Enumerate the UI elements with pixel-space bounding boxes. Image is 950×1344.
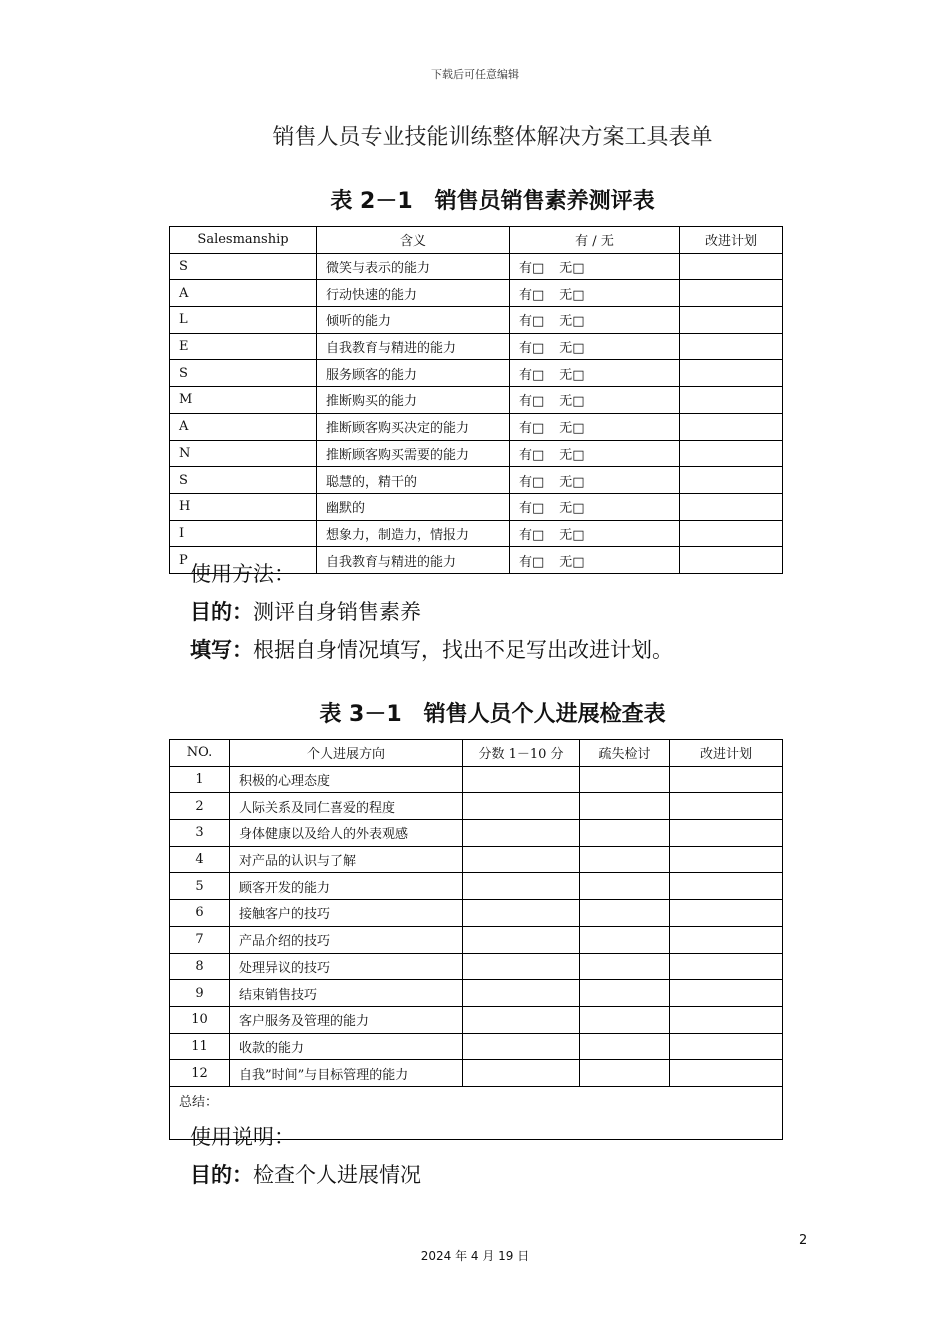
progress-item: 人际关系及同仁喜爱的程度 bbox=[230, 793, 463, 820]
progress-check-table bbox=[169, 739, 783, 1140]
table-row bbox=[170, 1006, 783, 1033]
meaning-cell: 自我教育与精进的能力 bbox=[317, 333, 510, 360]
review-cell bbox=[580, 793, 670, 820]
yes-no-cell bbox=[510, 387, 680, 414]
header-cell: NO. bbox=[170, 740, 230, 767]
yes-no-cell bbox=[510, 253, 680, 280]
improvement-plan-cell bbox=[680, 333, 783, 360]
document-title: 销售人员专业技能训练整体解决方案工具表单 bbox=[272, 125, 713, 150]
improvement-plan-cell bbox=[670, 1033, 783, 1060]
progress-item: 自我”时间”与目标管理的能力 bbox=[230, 1060, 463, 1087]
improvement-plan-cell bbox=[670, 766, 783, 793]
yes-checkbox: 有□ bbox=[519, 474, 545, 490]
table-row bbox=[170, 360, 783, 387]
improvement-plan-cell bbox=[680, 280, 783, 307]
page-number: 2 bbox=[799, 1233, 808, 1248]
yes-checkbox: 有□ bbox=[519, 394, 545, 410]
meaning-cell: 微笑与表示的能力 bbox=[317, 253, 510, 280]
no-checkbox: 无□ bbox=[559, 314, 585, 330]
salesmanship-letter: H bbox=[170, 493, 317, 520]
table-row bbox=[170, 926, 783, 953]
salesmanship-assessment-table bbox=[169, 226, 783, 574]
review-cell bbox=[580, 846, 670, 873]
row-number: 7 bbox=[170, 926, 230, 953]
progress-item: 产品介绍的技巧 bbox=[230, 926, 463, 953]
table-header-row bbox=[170, 227, 783, 254]
fill-text: 根据自身情况填写，找出不足写出改进计划。 bbox=[253, 638, 673, 662]
yes-checkbox: 有□ bbox=[519, 287, 545, 303]
salesmanship-letter: I bbox=[170, 520, 317, 547]
improvement-plan-cell bbox=[670, 793, 783, 820]
progress-item: 积极的心理态度 bbox=[230, 766, 463, 793]
improvement-plan-cell bbox=[680, 413, 783, 440]
header-note: 下载后可任意编辑 bbox=[431, 68, 519, 81]
table-row bbox=[170, 793, 783, 820]
score-cell bbox=[463, 953, 580, 980]
salesmanship-letter: L bbox=[170, 307, 317, 334]
header-cell: 改进计划 bbox=[680, 227, 783, 254]
summary-cell: 总结： bbox=[170, 1086, 783, 1139]
table-row bbox=[170, 820, 783, 847]
no-checkbox: 无□ bbox=[559, 501, 585, 517]
table-row bbox=[170, 873, 783, 900]
header-cell: 改进计划 bbox=[670, 740, 783, 767]
table2-title: 表 3－1 销售人员个人进展检查表 bbox=[319, 702, 666, 727]
usage2-purpose bbox=[190, 1159, 421, 1189]
row-number: 3 bbox=[170, 820, 230, 847]
improvement-plan-cell bbox=[670, 980, 783, 1007]
improvement-plan-cell bbox=[680, 253, 783, 280]
score-cell bbox=[463, 820, 580, 847]
meaning-cell: 推断顾客购买需要的能力 bbox=[317, 440, 510, 467]
meaning-cell: 倾听的能力 bbox=[317, 307, 510, 334]
progress-item: 收款的能力 bbox=[230, 1033, 463, 1060]
review-cell bbox=[580, 1033, 670, 1060]
row-number: 4 bbox=[170, 846, 230, 873]
yes-checkbox: 有□ bbox=[519, 554, 545, 570]
improvement-plan-cell bbox=[670, 820, 783, 847]
row-number: 8 bbox=[170, 953, 230, 980]
improvement-plan-cell bbox=[670, 1006, 783, 1033]
yes-no-cell bbox=[510, 280, 680, 307]
no-checkbox: 无□ bbox=[559, 474, 585, 490]
table-row bbox=[170, 1060, 783, 1087]
table-row bbox=[170, 846, 783, 873]
review-cell bbox=[580, 766, 670, 793]
table-row bbox=[170, 413, 783, 440]
yes-no-cell bbox=[510, 360, 680, 387]
score-cell bbox=[463, 873, 580, 900]
salesmanship-letter: S bbox=[170, 253, 317, 280]
improvement-plan-cell bbox=[680, 387, 783, 414]
salesmanship-letter: A bbox=[170, 413, 317, 440]
progress-item: 身体健康以及给人的外表观感 bbox=[230, 820, 463, 847]
meaning-cell: 聪慧的，精干的 bbox=[317, 467, 510, 494]
row-number: 9 bbox=[170, 980, 230, 1007]
score-cell bbox=[463, 926, 580, 953]
yes-checkbox: 有□ bbox=[519, 314, 545, 330]
meaning-cell: 想象力，制造力，情报力 bbox=[317, 520, 510, 547]
table-row bbox=[170, 307, 783, 334]
score-cell bbox=[463, 1006, 580, 1033]
review-cell bbox=[580, 926, 670, 953]
no-checkbox: 无□ bbox=[559, 527, 585, 543]
table-row bbox=[170, 333, 783, 360]
table-row bbox=[170, 980, 783, 1007]
header-cell: 有 / 无 bbox=[510, 227, 680, 254]
no-checkbox: 无□ bbox=[559, 261, 585, 277]
score-cell bbox=[463, 793, 580, 820]
purpose-text: 检查个人进展情况 bbox=[253, 1163, 421, 1187]
score-cell bbox=[463, 766, 580, 793]
table-row bbox=[170, 280, 783, 307]
table-row bbox=[170, 766, 783, 793]
salesmanship-letter: S bbox=[170, 467, 317, 494]
review-cell bbox=[580, 980, 670, 1007]
improvement-plan-cell bbox=[670, 846, 783, 873]
review-cell bbox=[580, 873, 670, 900]
usage1-purpose bbox=[190, 596, 421, 626]
yes-checkbox: 有□ bbox=[519, 527, 545, 543]
improvement-plan-cell bbox=[670, 953, 783, 980]
improvement-plan-cell bbox=[670, 1060, 783, 1087]
review-cell bbox=[580, 1006, 670, 1033]
footer-date: 2024 年 4 月 19 日 bbox=[420, 1249, 530, 1263]
progress-item: 处理异议的技巧 bbox=[230, 953, 463, 980]
table-header-row bbox=[170, 740, 783, 767]
salesmanship-letter: A bbox=[170, 280, 317, 307]
improvement-plan-cell bbox=[680, 520, 783, 547]
table-row bbox=[170, 1033, 783, 1060]
review-cell bbox=[580, 1060, 670, 1087]
table-row bbox=[170, 520, 783, 547]
row-number: 1 bbox=[170, 766, 230, 793]
yes-no-cell bbox=[510, 520, 680, 547]
yes-no-cell bbox=[510, 333, 680, 360]
review-cell bbox=[580, 900, 670, 927]
purpose-label: 目的： bbox=[190, 1163, 253, 1187]
yes-no-cell bbox=[510, 440, 680, 467]
fill-label: 填写： bbox=[190, 638, 253, 662]
yes-no-cell bbox=[510, 467, 680, 494]
header-cell: 含义 bbox=[317, 227, 510, 254]
table-row bbox=[170, 467, 783, 494]
usage1-heading: 使用方法： bbox=[190, 562, 295, 586]
table-row bbox=[170, 440, 783, 467]
improvement-plan-cell bbox=[680, 547, 783, 574]
row-number: 2 bbox=[170, 793, 230, 820]
no-checkbox: 无□ bbox=[559, 421, 585, 437]
meaning-cell: 推断购买的能力 bbox=[317, 387, 510, 414]
improvement-plan-cell bbox=[680, 493, 783, 520]
no-checkbox: 无□ bbox=[559, 367, 585, 383]
table-row bbox=[170, 253, 783, 280]
row-number: 11 bbox=[170, 1033, 230, 1060]
no-checkbox: 无□ bbox=[559, 341, 585, 357]
improvement-plan-cell bbox=[670, 900, 783, 927]
row-number: 5 bbox=[170, 873, 230, 900]
no-checkbox: 无□ bbox=[559, 447, 585, 463]
yes-no-cell bbox=[510, 493, 680, 520]
yes-checkbox: 有□ bbox=[519, 367, 545, 383]
progress-item: 顾客开发的能力 bbox=[230, 873, 463, 900]
meaning-cell: 行动快速的能力 bbox=[317, 280, 510, 307]
yes-checkbox: 有□ bbox=[519, 421, 545, 437]
no-checkbox: 无□ bbox=[559, 394, 585, 410]
improvement-plan-cell bbox=[680, 467, 783, 494]
table-row bbox=[170, 387, 783, 414]
yes-no-cell bbox=[510, 547, 680, 574]
usage2-heading: 使用说明： bbox=[190, 1125, 295, 1149]
score-cell bbox=[463, 980, 580, 1007]
salesmanship-letter: P bbox=[170, 547, 317, 574]
header-cell: 个人进展方向 bbox=[230, 740, 463, 767]
progress-item: 对产品的认识与了解 bbox=[230, 846, 463, 873]
yes-checkbox: 有□ bbox=[519, 447, 545, 463]
progress-item: 客户服务及管理的能力 bbox=[230, 1006, 463, 1033]
review-cell bbox=[580, 820, 670, 847]
row-number: 10 bbox=[170, 1006, 230, 1033]
table1-title: 表 2－1 销售员销售素养测评表 bbox=[330, 189, 655, 214]
improvement-plan-cell bbox=[680, 360, 783, 387]
yes-no-cell bbox=[510, 307, 680, 334]
progress-item: 结束销售技巧 bbox=[230, 980, 463, 1007]
improvement-plan-cell bbox=[680, 307, 783, 334]
meaning-cell: 服务顾客的能力 bbox=[317, 360, 510, 387]
header-cell: Salesmanship bbox=[170, 227, 317, 254]
salesmanship-letter: S bbox=[170, 360, 317, 387]
review-cell bbox=[580, 953, 670, 980]
table-row bbox=[170, 900, 783, 927]
table-row bbox=[170, 953, 783, 980]
meaning-cell: 推断顾客购买决定的能力 bbox=[317, 413, 510, 440]
no-checkbox: 无□ bbox=[559, 554, 585, 570]
row-number: 6 bbox=[170, 900, 230, 927]
score-cell bbox=[463, 900, 580, 927]
row-number: 12 bbox=[170, 1060, 230, 1087]
table-row bbox=[170, 493, 783, 520]
header-cell: 疏失检讨 bbox=[580, 740, 670, 767]
improvement-plan-cell bbox=[670, 873, 783, 900]
purpose-label: 目的： bbox=[190, 600, 253, 624]
salesmanship-letter: N bbox=[170, 440, 317, 467]
improvement-plan-cell bbox=[680, 440, 783, 467]
progress-item: 接触客户的技巧 bbox=[230, 900, 463, 927]
improvement-plan-cell bbox=[670, 926, 783, 953]
yes-checkbox: 有□ bbox=[519, 341, 545, 357]
no-checkbox: 无□ bbox=[559, 287, 585, 303]
salesmanship-letter: M bbox=[170, 387, 317, 414]
score-cell bbox=[463, 1060, 580, 1087]
yes-no-cell bbox=[510, 413, 680, 440]
yes-checkbox: 有□ bbox=[519, 501, 545, 517]
meaning-cell: 幽默的 bbox=[317, 493, 510, 520]
usage1-fill bbox=[190, 634, 673, 664]
purpose-text: 测评自身销售素养 bbox=[253, 600, 421, 624]
header-cell: 分数 1－10 分 bbox=[463, 740, 580, 767]
score-cell bbox=[463, 1033, 580, 1060]
score-cell bbox=[463, 846, 580, 873]
salesmanship-letter: E bbox=[170, 333, 317, 360]
yes-checkbox: 有□ bbox=[519, 261, 545, 277]
meaning-cell: 自我教育与精进的能力 bbox=[317, 547, 510, 574]
